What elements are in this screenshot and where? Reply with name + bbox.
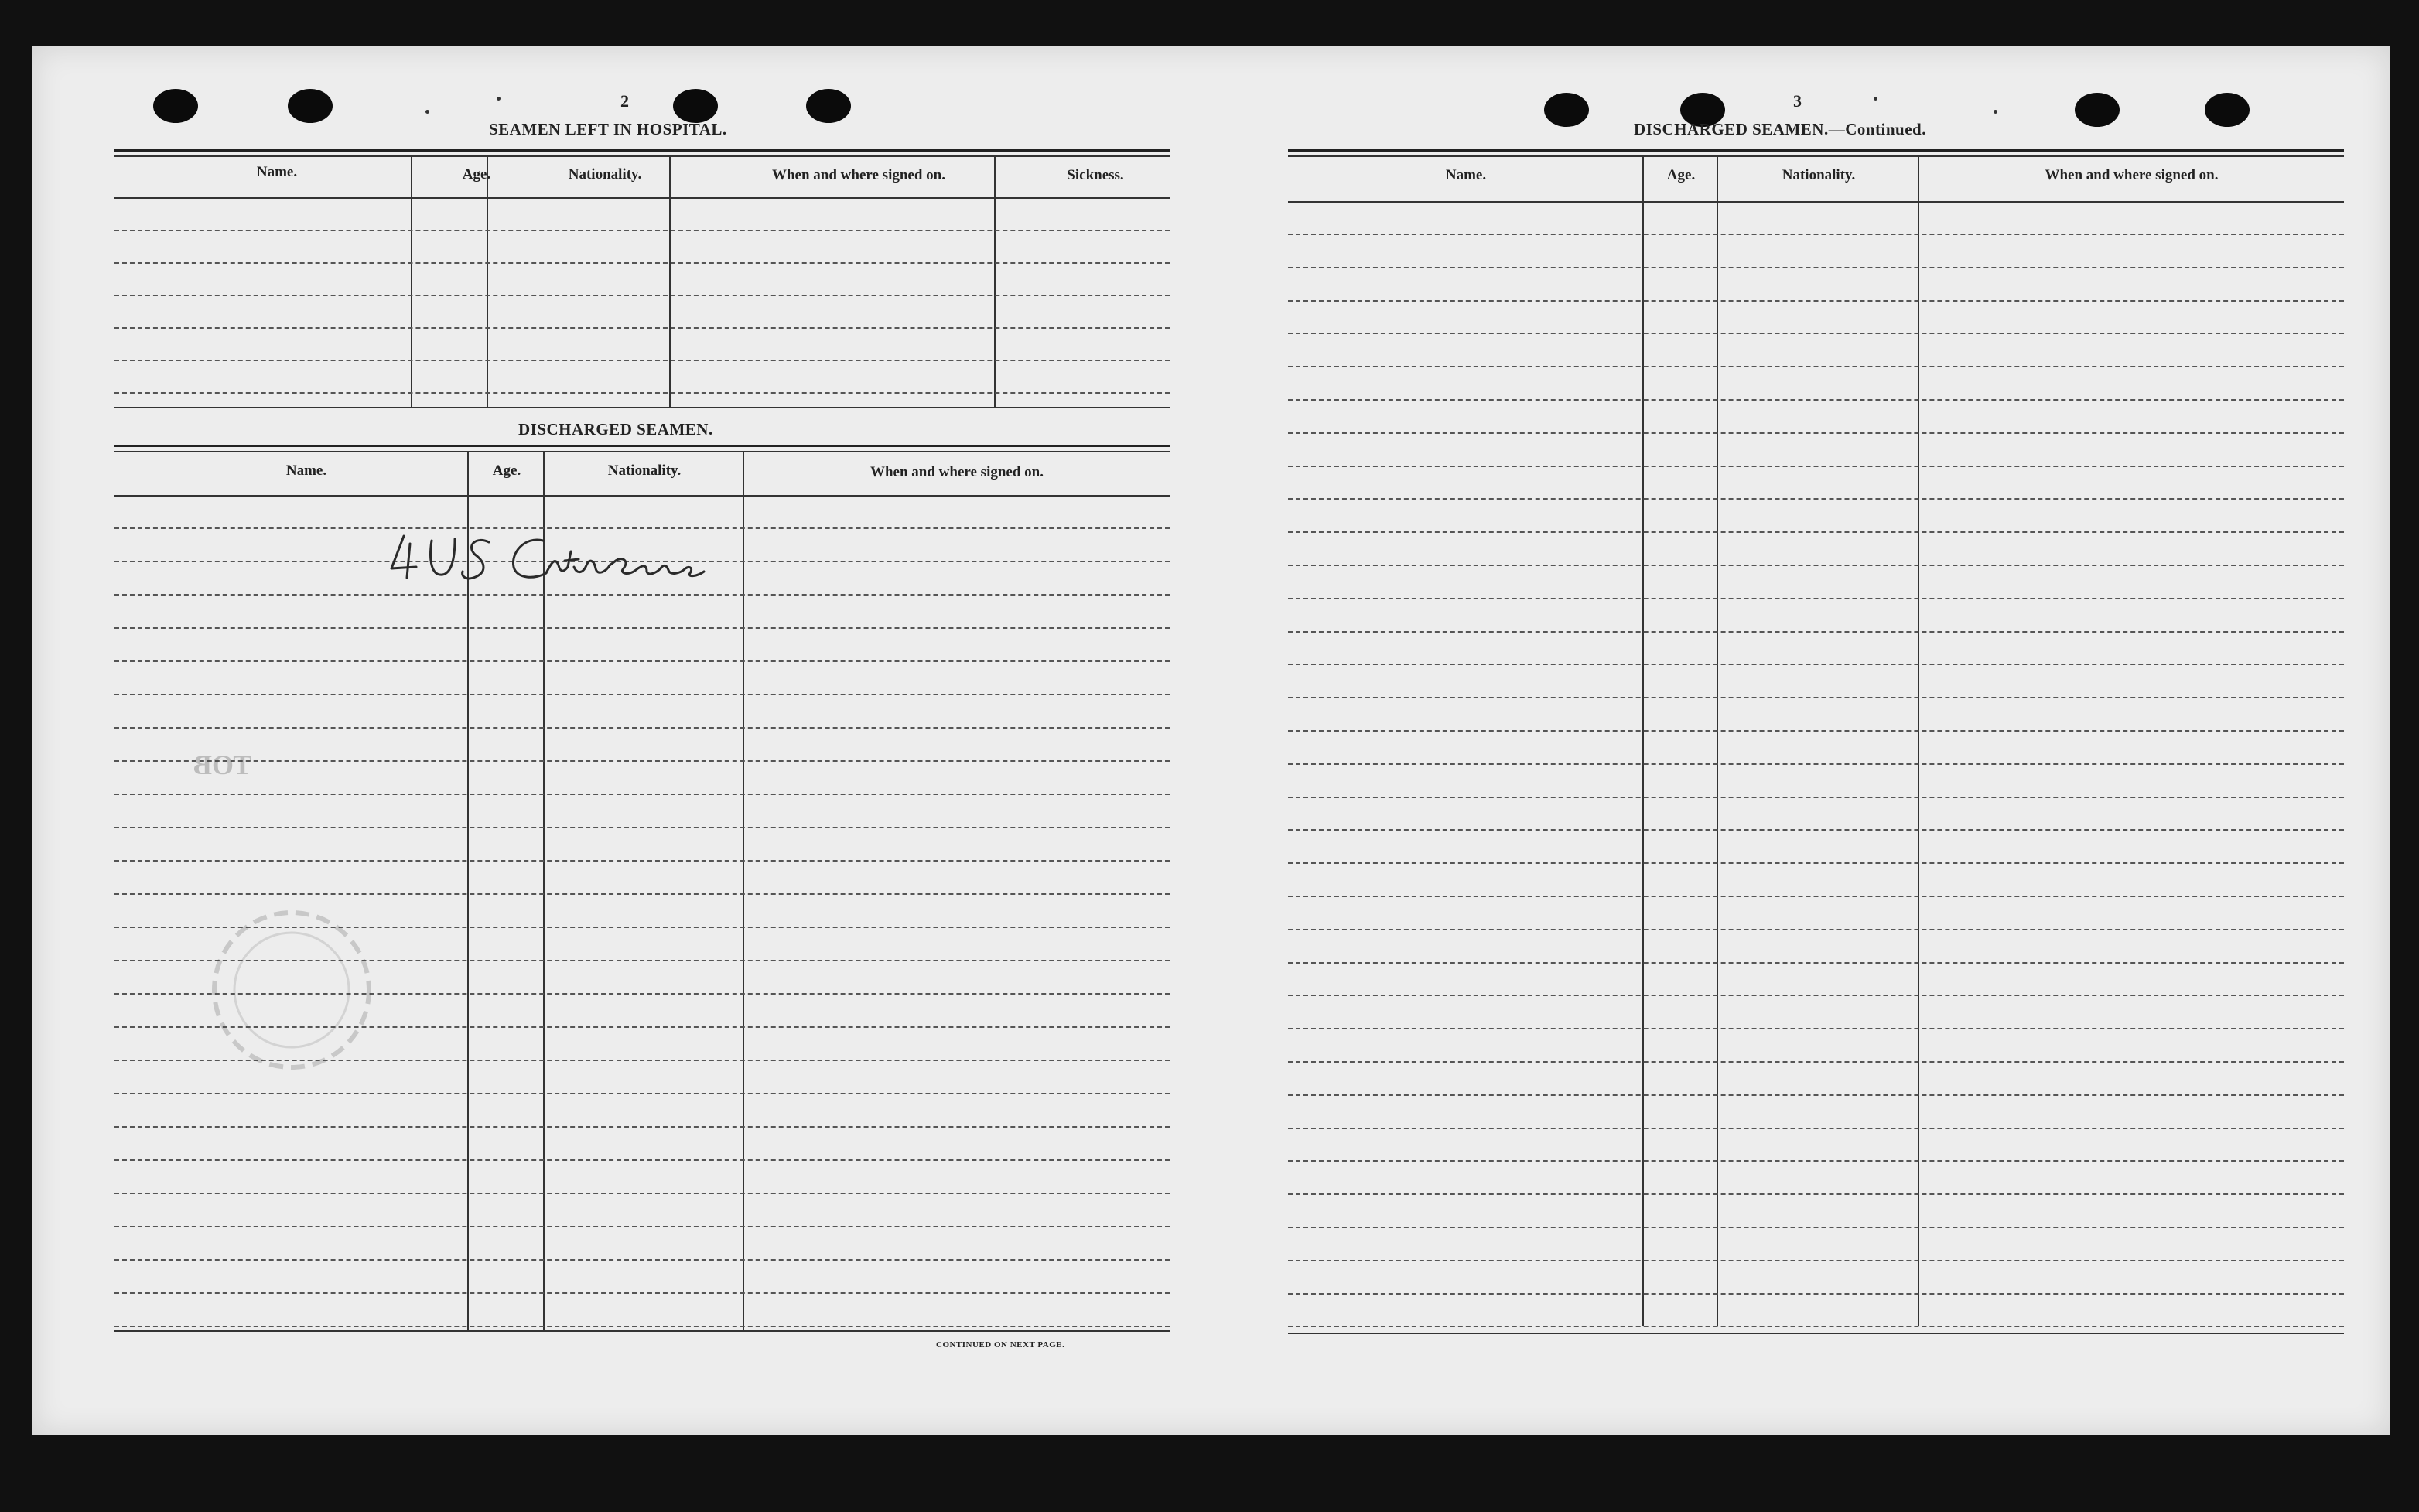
entry-line — [114, 760, 1170, 762]
punch-hole — [1544, 93, 1589, 127]
entry-line — [114, 627, 1170, 629]
handwritten-entry — [381, 522, 721, 592]
speck — [1874, 97, 1877, 101]
entry-line — [1288, 1028, 2344, 1029]
continued-note: CONTINUED ON NEXT PAGE. — [936, 1340, 1065, 1350]
entry-line — [114, 327, 1170, 329]
page-number-right: 3 — [1793, 91, 1802, 111]
entry-line — [1288, 862, 2344, 864]
col-header-name: Name. — [1445, 167, 1487, 183]
speck — [1994, 110, 1997, 114]
col-header-nationality: Nationality. — [1782, 167, 1856, 183]
rule — [1288, 155, 2344, 157]
discharged-continued-title: DISCHARGED SEAMEN.—Continued. — [1634, 120, 1926, 138]
entry-line — [1288, 631, 2344, 633]
column-divider — [743, 452, 744, 1330]
entry-line — [114, 1226, 1170, 1227]
col-header-sickness: Sickness. — [1067, 167, 1124, 183]
entry-line — [114, 694, 1170, 695]
rule — [114, 451, 1170, 452]
entry-line — [1288, 1193, 2344, 1195]
rule — [114, 149, 1170, 152]
speck — [497, 97, 501, 101]
entry-line — [114, 594, 1170, 596]
entry-line — [114, 1292, 1170, 1294]
punch-hole — [288, 89, 333, 123]
entry-line — [1288, 432, 2344, 434]
entry-line — [114, 893, 1170, 895]
entry-line — [114, 794, 1170, 795]
entry-line — [114, 1159, 1170, 1161]
entry-line — [1288, 763, 2344, 765]
entry-line — [1288, 234, 2344, 235]
entry-line — [1288, 730, 2344, 732]
entry-line — [1288, 333, 2344, 334]
entry-line — [1288, 1227, 2344, 1228]
entry-line — [114, 860, 1170, 862]
column-divider — [994, 157, 996, 407]
entry-line — [1288, 697, 2344, 698]
entry-line — [114, 1326, 1170, 1327]
entry-line — [114, 1193, 1170, 1194]
entry-line — [114, 1093, 1170, 1094]
entry-line — [1288, 896, 2344, 897]
document-sheet — [32, 46, 2390, 1435]
entry-line — [114, 392, 1170, 394]
entry-line — [114, 727, 1170, 729]
column-divider — [487, 157, 488, 407]
col-header-when-where: When and where signed on. — [870, 464, 1044, 480]
header-underline — [114, 495, 1170, 497]
entry-line — [1288, 598, 2344, 599]
page-number-left: 2 — [620, 91, 629, 111]
entry-line — [1288, 498, 2344, 500]
entry-line — [114, 827, 1170, 828]
col-header-nationality: Nationality. — [568, 166, 642, 183]
col-header-age: Age. — [492, 462, 521, 479]
entry-line — [1288, 366, 2344, 367]
punch-hole — [2075, 93, 2120, 127]
entry-line — [1288, 565, 2344, 566]
entry-line — [1288, 1094, 2344, 1096]
entry-line — [114, 360, 1170, 361]
col-header-name: Name. — [285, 462, 327, 479]
rule — [114, 155, 1170, 157]
punch-hole — [673, 89, 718, 123]
header-underline — [114, 197, 1170, 199]
punch-hole — [806, 89, 851, 123]
entry-line — [1288, 531, 2344, 533]
entry-line — [1288, 1160, 2344, 1162]
entry-line — [1288, 664, 2344, 665]
faint-circular-stamp — [199, 897, 384, 1083]
punch-hole — [153, 89, 198, 123]
entry-line — [1288, 929, 2344, 930]
entry-line — [1288, 300, 2344, 302]
entry-line — [1288, 399, 2344, 401]
entry-line — [1288, 797, 2344, 798]
entry-line — [114, 295, 1170, 296]
entry-line — [1288, 466, 2344, 467]
rule — [114, 407, 1170, 408]
col-header-nationality: Nationality. — [607, 462, 682, 479]
entry-line — [114, 1259, 1170, 1261]
col-header-age: Age. — [462, 166, 491, 183]
entry-line — [1288, 1260, 2344, 1261]
punch-hole — [2205, 93, 2250, 127]
col-header-when-where: When and where signed on. — [2045, 167, 2219, 183]
entry-line — [1288, 1061, 2344, 1063]
rule — [114, 445, 1170, 447]
entry-line — [1288, 1128, 2344, 1129]
rule — [1288, 149, 2344, 152]
entry-line — [1288, 829, 2344, 831]
col-header-when-where: When and where signed on. — [771, 167, 945, 183]
column-divider — [669, 157, 671, 407]
col-header-age: Age. — [1666, 167, 1696, 183]
column-divider — [411, 157, 412, 407]
entry-line — [1288, 1293, 2344, 1295]
entry-line — [114, 262, 1170, 264]
discharged-section-title: DISCHARGED SEAMEN. — [518, 420, 713, 439]
col-header-name: Name. — [256, 164, 298, 180]
entry-line — [1288, 267, 2344, 268]
entry-line — [114, 1126, 1170, 1128]
entry-line — [114, 230, 1170, 231]
entry-line — [114, 660, 1170, 662]
rule — [114, 1330, 1170, 1332]
faint-mark: TOB — [193, 749, 252, 780]
rule — [1288, 1333, 2344, 1334]
speck — [425, 110, 429, 114]
hospital-section-title: SEAMEN LEFT IN HOSPITAL. — [489, 120, 727, 138]
entry-line — [1288, 1326, 2344, 1327]
entry-line — [1288, 962, 2344, 964]
entry-line — [1288, 995, 2344, 996]
header-underline — [1288, 201, 2344, 203]
